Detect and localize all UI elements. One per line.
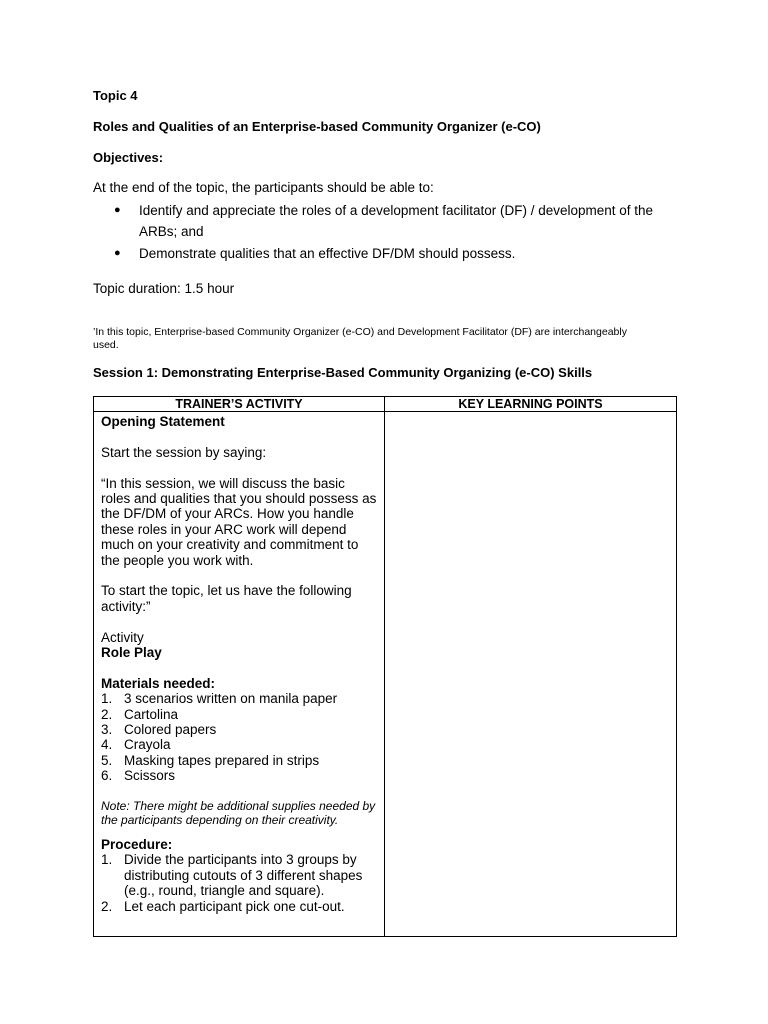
start-session-text: Start the session by saying: [101,444,267,460]
list-item: 2. Cartolina [101,706,179,722]
topic-title: Roles and Qualities of an Enterprise-based Community Organizer (e-CO) [93,119,541,134]
procedure-heading: Procedure: [101,837,173,853]
table-header-row [94,397,677,412]
objective-text: Demonstrate qualities that an effective DF/DM should possess. [139,246,516,261]
key-learning-points-cell [385,412,677,937]
footnote: ’In this topic, Enterprise-based Community Organizer (e-CO) and Development Facilitator (DF) are interchangeably used. [93,326,627,351]
topic-label: Topic 4 [93,88,138,103]
list-item: 5. Masking tapes prepared in strips [101,752,320,768]
role-play-label: Role Play [101,645,162,661]
objective-item [93,200,673,242]
bullet-icon: ● [114,204,121,216]
list-item: 1. 3 scenarios written on manila paper [101,691,338,707]
materials-heading: Materials needed: [101,675,216,691]
list-item: 2. Let each participant pick one cut-out. [101,898,345,914]
learning-points-text [385,412,676,414]
supplies-note: Note: There might be additional supplies needed by the participants depending on their creativity. [101,799,376,828]
list-item: 1. Divide the participants into 3 groups by distributing cutouts of 3 different shapes (e.g., round, triangle and square). [101,852,363,899]
bullet-icon: ● [114,247,121,259]
list-item: 3. Colored papers [101,722,217,738]
objective-text: Identify and appreciate the roles of a development facilitator (DF) / development of the ARBs; and [139,203,654,239]
list-item: 4. Crayola [101,737,171,753]
trainer-activity-cell [94,412,385,937]
topic-duration: Topic duration: 1.5 hour [93,281,235,296]
opening-quote: “In this session, we will discuss the basic roles and qualities that you should possess as the DF/DM of your ARCs. How you handle these roles in your ARC work will depend much on your creativity and commitment to the people you work with. [101,475,377,568]
table-row [94,412,677,937]
col-header-key-learning-points: KEY LEARNING POINTS [385,397,677,412]
materials-list [101,691,377,783]
opening-statement-heading: Opening Statement [101,414,225,429]
activity-label: Activity [101,629,144,645]
objective-item [93,243,673,264]
objectives-list [93,200,673,265]
session-table [93,396,677,937]
objectives-heading: Objectives: [93,150,164,165]
procedure-list [101,852,377,914]
objectives-intro: At the end of the topic, the participants should be able to: [93,180,434,195]
start-topic-text: To start the topic, let us have the following activity:” [101,583,352,614]
list-item: 6. Scissors [101,768,176,784]
session-title: Session 1: Demonstrating Enterprise-Based Community Organizing (e-CO) Skills [93,365,593,380]
col-header-trainer-activity: TRAINER’S ACTIVITY [94,397,385,412]
